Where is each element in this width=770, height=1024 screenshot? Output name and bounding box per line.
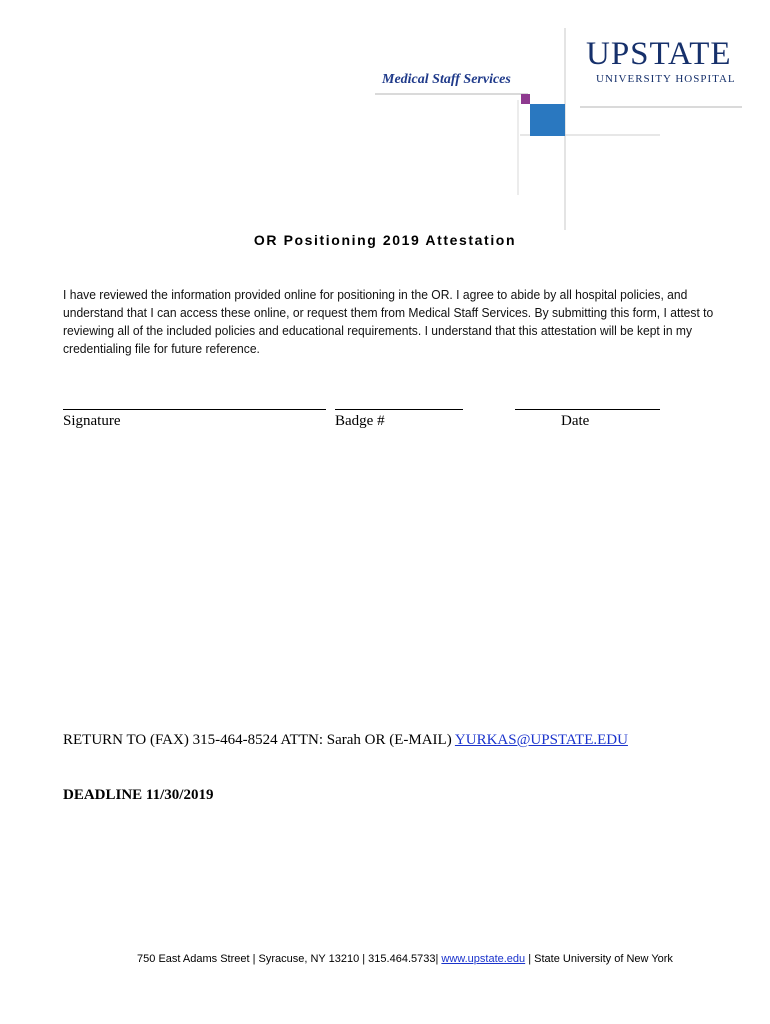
return-instructions	[63, 732, 628, 749]
badge-field[interactable]	[335, 409, 463, 410]
deadline: DEADLINE 11/30/2019	[63, 787, 214, 803]
hospital-logo: UPSTATE	[586, 36, 732, 72]
date-field[interactable]	[515, 409, 660, 410]
return-text: RETURN TO (FAX) 315-464-8524 ATTN: Sarah OR (E-MAIL)	[63, 732, 455, 748]
signature-field[interactable]	[63, 409, 326, 410]
attestation-text: I have reviewed the information provided online for positioning in the OR. I agree to abide by all hospital policies, and understand that I can access these online, or request them from Medical Staff Services. By submitting this form, I attest to reviewing all of the included policies and educational requirements. I understand that this attestation will be kept in my credentialing file for future reference.	[63, 287, 714, 356]
badge-label: Badge #	[335, 413, 385, 429]
website-link[interactable]: www.upstate.edu	[441, 953, 526, 965]
footer-suffix: | State University of New York	[525, 953, 673, 965]
purple-square	[521, 94, 530, 104]
blue-square	[530, 104, 565, 136]
email-link[interactable]: YURKAS@UPSTATE.EDU	[454, 732, 628, 748]
signature-label: Signature	[63, 413, 121, 429]
hospital-logo-subtitle: UNIVERSITY HOSPITAL	[596, 73, 736, 85]
form-title: OR Positioning 2019 Attestation	[253, 232, 517, 248]
footer-address-text: 750 East Adams Street | Syracuse, NY 13210 | 315.464.5733|	[137, 953, 442, 965]
date-label: Date	[561, 413, 590, 429]
department-name: Medical Staff Services	[382, 72, 511, 87]
footer-address	[0, 953, 770, 965]
